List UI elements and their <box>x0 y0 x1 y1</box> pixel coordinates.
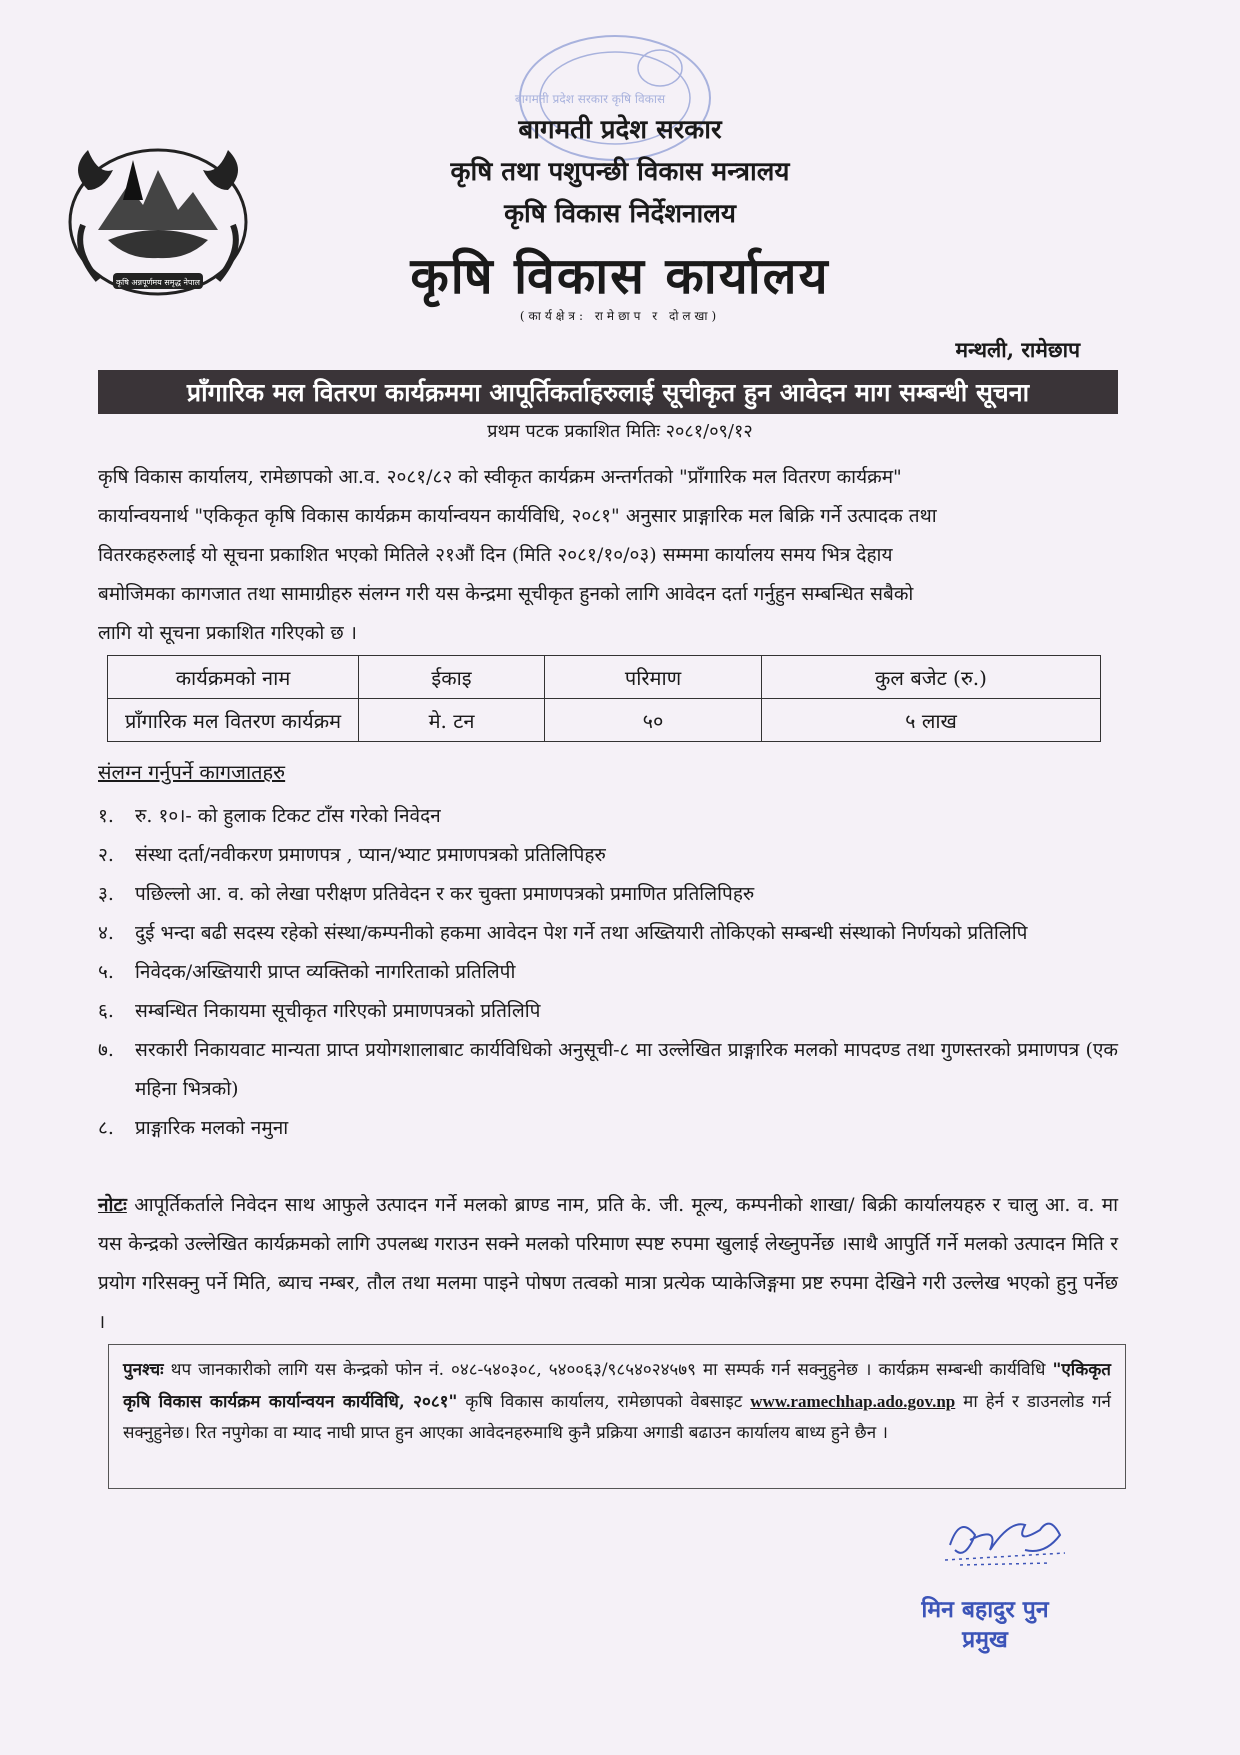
documents-heading: संलग्न गर्नुपर्ने कागजातहरु <box>98 760 286 784</box>
table-header-row <box>108 656 1101 699</box>
postscript-box <box>108 1344 1126 1489</box>
website-link[interactable]: www.ramechhap.ado.gov.np <box>750 1392 956 1411</box>
notice-title: प्राँगारिक मल वितरण कार्यक्रममा आपूर्तिकर्ताहरुलाई सूचीकृत हुन आवेदन माग सम्बन्धी सूचना <box>98 370 1118 414</box>
note-label: नोटः <box>98 1194 127 1216</box>
intro-line: कार्यान्वयनार्थ "एकिकृत कृषि विकास कार्यक्रम कार्यान्वयन कार्यविधि, २०८१" अनुसार प्राङ्गारिक मल बिक्रि गर्ने उत्पादक तथा <box>98 505 937 527</box>
published-date: प्रथम पटक प्रकाशित मितिः २०८१/०९/१२ <box>487 421 753 442</box>
emblem-motto: कृषि अन्नपूर्णमय समृद्ध नेपाल <box>116 278 200 287</box>
item-text: पछिल्लो आ. व. को लेखा परीक्षण प्रतिवेदन र कर चुक्ता प्रमाणपत्रको प्रमाणित प्रतिलिपिहरु <box>135 883 755 905</box>
stamp-text: बागमती प्रदेश सरकार कृषि विकास <box>514 92 666 106</box>
column-header: कार्यक्रमको नाम <box>108 656 359 699</box>
list-item <box>98 992 1118 1031</box>
intro-line: बमोजिमका कागजात तथा सामाग्रीहरु संलग्न गरी यस केन्द्रमा सूचीकृत हुनको लागि आवेदन दर्ता गर्नुहुन सम्बन्धित सबैको <box>98 583 914 605</box>
item-text: रु. १०।- को हुलाक टिकट टाँस गरेको निवेदन <box>135 805 441 827</box>
item-number: ६. <box>98 1000 114 1022</box>
item-number: ८. <box>98 1117 114 1139</box>
postscript-text: मा हेर्न र डाउनलोड गर्न सक्नुहुनेछ। रित नपुगेका वा म्याद नाघी प्राप्त हुन आएका आवेदनहरुमाथि कुनै प्रक्रिया अगाडी बढाउन कार्यालय बाध्य हुने छैन । <box>123 1392 1111 1443</box>
list-item <box>98 1031 1118 1109</box>
program-budget-table <box>107 655 1101 742</box>
item-text: संस्था दर्ता/नवीकरण प्रमाणपत्र , प्यान/भ्याट प्रमाणपत्रको प्रतिलिपिहरु <box>135 844 606 866</box>
procedure-reference: "एकिकृत कृषि विकास कार्यक्रम कार्यान्वयन कार्यविधि, २०८१" <box>123 1360 1111 1412</box>
postscript-text: कृषि विकास कार्यालय, रामेछापको वेबसाइट <box>457 1392 751 1412</box>
signatory-block <box>870 1595 1100 1655</box>
column-header: ईकाइ <box>359 656 545 699</box>
item-number: ३. <box>98 883 114 905</box>
documents-list <box>98 797 1118 1148</box>
list-item <box>98 1109 1118 1148</box>
intro-line: कृषि विकास कार्यालय, रामेछापको आ.व. २०८१/८२ को स्वीकृत कार्यक्रम अन्तर्गतको "प्राँगारिक मल वितरण कार्यक्रम" <box>98 466 902 488</box>
list-item <box>98 953 1118 992</box>
list-item <box>98 875 1118 914</box>
column-header: परिमाण <box>545 656 762 699</box>
office-stamp-icon <box>510 28 720 168</box>
government-name: बागमती प्रदेश सरकार <box>518 115 722 145</box>
item-number: १. <box>98 805 114 827</box>
list-item <box>98 797 1118 836</box>
list-item <box>98 914 1118 953</box>
item-text: सम्बन्धित निकायमा सूचीकृत गरिएको प्रमाणपत्रको प्रतिलिपि <box>135 1000 541 1022</box>
table-cell: ५ लाख <box>762 699 1101 742</box>
item-text: दुई भन्दा बढी सदस्य रहेको संस्था/कम्पनीको हकमा आवेदन पेश गर्ने तथा अख्तियारी तोकिएको सम्बन्धी संस्थाको निर्णयको प्रतिलिपि <box>135 922 1028 944</box>
signatory-name: मिन बहादुर पुन <box>921 1596 1049 1623</box>
note-text: आपूर्तिकर्ताले निवेदन साथ आफुले उत्पादन गर्ने मलको ब्राण्ड नाम, प्रति के. जी. मूल्य, कम्पनीको शाखा/ बिक्री कार्यालयहरु र चालु आ. व. मा यस केन्द्रको उल्लेखित कार्यक्रमको लागि उपलब्ध गराउन सक्ने मलको परिमाण स्पष्ट रुपमा खुलाई लेख्नुपर्नेछ ।साथै आपुर्ति गर्ने मलको उत्पादन मिति र प्रयोग गरिसक्नु पर्ने मिति, ब्याच नम्बर, तौल तथा मलमा पाइने पोषण तत्वको मात्रा प्रत्येक प्याकेजिङ्गमा प्रष्ट रुपमा देखिने गरी उल्लेख भएको हुनु पर्नेछ । <box>98 1194 1118 1333</box>
work-area: (कार्यक्षेत्र: रामेछाप र दोलखा) <box>519 309 721 323</box>
item-number: २. <box>98 844 114 866</box>
ministry-name: कृषि तथा पशुपन्छी विकास मन्त्रालय <box>450 157 790 187</box>
postscript-text: थप जानकारीको लागि यस केन्द्रको फोन नं. ०४८-५४०३०८, ५४००६३/९८५४०२४५७९ मा सम्पर्क गर्न सक्नुहुनेछ । कार्यक्रम सम्बन्धी कार्यविधि <box>163 1360 1053 1380</box>
intro-paragraph <box>98 458 1118 653</box>
list-item <box>98 836 1118 875</box>
item-number: ४. <box>98 922 114 944</box>
note-paragraph <box>98 1186 1118 1342</box>
signature-icon <box>930 1505 1080 1575</box>
office-name: कृषि विकास कार्यालय <box>410 246 830 305</box>
table-row <box>108 699 1101 742</box>
postscript-label: पुनश्चः <box>123 1360 164 1380</box>
signatory-title: प्रमुख <box>962 1626 1008 1653</box>
intro-line: लागि यो सूचना प्रकाशित गरिएको छ । <box>98 622 357 644</box>
item-text: सरकारी निकायवाट मान्यता प्राप्त प्रयोगशालाबाट कार्यविधिको अनुसूची-८ मा उल्लेखित प्राङ्गारिक मलको मापदण्ड तथा गुणस्तरको प्रमाणपत्र (एक महिना भित्रको) <box>135 1039 1118 1100</box>
intro-line: वितरकहरुलाई यो सूचना प्रकाशित भएको मितिले २१औं दिन (मिति २०८१/१०/०३) सम्ममा कार्यालय समय भित्र देहाय <box>98 544 893 566</box>
table-cell: मे. टन <box>359 699 545 742</box>
item-number: ७. <box>98 1039 114 1061</box>
directorate-name: कृषि विकास निर्देशनालय <box>504 199 736 229</box>
table-cell: ५० <box>545 699 762 742</box>
item-text: प्राङ्गारिक मलको नमुना <box>135 1117 289 1139</box>
item-text: निवेदक/अख्तियारी प्राप्त व्यक्तिको नागरिताको प्रतिलिपी <box>135 961 516 983</box>
table-cell: प्राँगारिक मल वितरण कार्यक्रम <box>108 699 359 742</box>
item-number: ५. <box>98 961 114 983</box>
column-header: कुल बजेट (रु.) <box>762 656 1101 699</box>
office-location: मन्थली, रामेछाप <box>955 337 1080 362</box>
